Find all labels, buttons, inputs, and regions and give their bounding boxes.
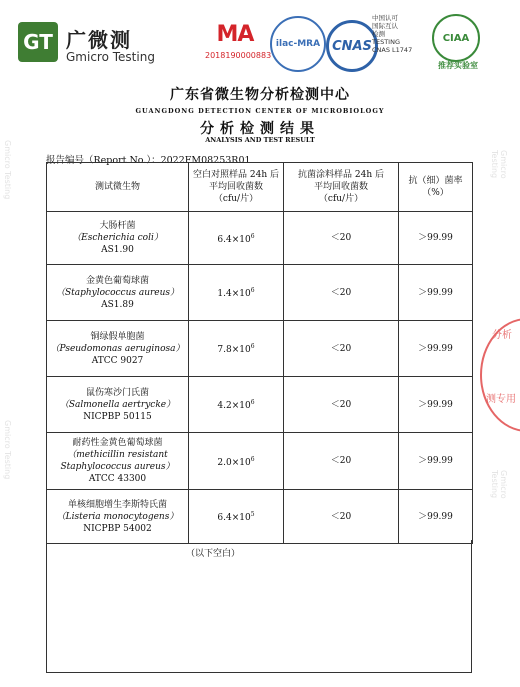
organism-cell (47, 321, 189, 377)
control-count-base: 4.2×10 (217, 401, 251, 411)
table-row (47, 265, 473, 321)
table-row (47, 490, 473, 544)
cnas-text-line: TESTING (372, 38, 400, 46)
control-count (189, 433, 284, 490)
header-line: 抗（细）菌率 (408, 176, 463, 186)
antibacterial-count: ＜20 (284, 490, 399, 544)
organism-strain: NICPBP 50115 (83, 411, 152, 422)
blank-area (46, 540, 472, 673)
header-line: 抗菌涂料样品 24h 后 (298, 170, 384, 180)
ilac-mra-logo-icon: ilac-MRA (270, 16, 326, 72)
stamp-text: 测专用 (486, 394, 516, 405)
organism-name-cn: 金黄色葡萄球菌 (85, 275, 149, 286)
control-count-exponent: 6 (250, 287, 255, 294)
watermark: Gmicro Testing (3, 420, 12, 480)
header-rate (399, 163, 473, 212)
cma-logo (205, 22, 272, 60)
organism-name-cn: 单核细胞增生李斯特氏菌 (67, 499, 167, 510)
control-count-exponent: 6 (250, 232, 255, 240)
header-line: 平均回收菌数 (208, 182, 263, 192)
control-count-exponent: 5 (250, 511, 255, 518)
control-count (189, 212, 284, 265)
organism-strain: ATCC 43300 (88, 474, 147, 484)
cnas-text-line: 国际互认 (372, 22, 398, 30)
watermark: Gmicro Testing (3, 140, 12, 200)
organism-cell (47, 490, 189, 544)
organism-strain: ATCC 9027 (91, 355, 144, 366)
gt-logo-icon: GT (18, 22, 58, 62)
center-title-cn: 广东省微生物分析检测中心 (170, 87, 350, 103)
organism-name-latin: （Listeria monocytogens） (56, 511, 179, 522)
header-line: 平均回收菌数 (313, 182, 368, 192)
control-count-base: 7.8×10 (217, 345, 251, 355)
cnas-logo-icon: CNAS (326, 20, 378, 72)
table-row (47, 433, 473, 490)
header-control (189, 163, 284, 212)
table-row (47, 377, 473, 433)
header-line: 空白对照样品 24h 后 (193, 170, 279, 180)
organism-name-cn: 铜绿假单胞菌 (90, 331, 145, 342)
organism-strain: AS1.89 (101, 299, 134, 310)
antibacterial-rate: ＞99.99 (399, 212, 473, 265)
official-stamp (480, 318, 520, 432)
organism-cell (47, 377, 189, 433)
stamp-text: 分析 (492, 330, 512, 341)
header-line: （%） (422, 188, 449, 198)
cnas-text-line: CNAS L1747 (372, 46, 413, 54)
report-number-label: 报告编号（Report No.）： (46, 155, 161, 166)
antibacterial-count: ＜20 (284, 265, 399, 321)
header-organism: 测试微生物 (47, 163, 189, 212)
organism-name-cn: 大肠杆菌 (99, 221, 136, 231)
organism-name-cn: 耐药性金黄色葡萄球菌 (72, 438, 163, 448)
organism-strain: NICPBP 54002 (83, 523, 152, 534)
cma-number: 2018190000883 (205, 51, 272, 60)
organism-name-latin: （Escherichia coli） (72, 233, 163, 243)
antibacterial-count: ＜20 (284, 212, 399, 265)
document-title-cn: 分析检测结果 (200, 121, 320, 137)
control-count (189, 265, 284, 321)
brand-name-cn: 广微测 (66, 28, 132, 52)
organism-strain: AS1.90 (101, 245, 134, 255)
organism-cell (47, 433, 189, 490)
control-count (189, 377, 284, 433)
ciaa-label: 推荐实验室 (438, 61, 478, 70)
cma-mark-icon: MA (216, 22, 254, 47)
control-count-exponent: 6 (250, 343, 255, 350)
table-row (47, 212, 473, 265)
brand-name-en: Gmicro Testing (66, 50, 155, 64)
blank-note: （以下空白） (185, 549, 240, 559)
organism-cell (47, 265, 189, 321)
watermark: Gmicro Testing (490, 150, 508, 179)
header-line: （cfu/片） (318, 194, 364, 204)
antibacterial-rate: ＞99.99 (399, 433, 473, 490)
control-count (189, 321, 284, 377)
control-count-exponent: 6 (250, 455, 255, 463)
control-count-base: 2.0×10 (217, 457, 251, 468)
organism-cell (47, 212, 189, 265)
control-count-base: 1.4×10 (217, 289, 251, 299)
ciaa-logo-icon: CIAA (432, 14, 480, 62)
organism-name-latin: （methicillin resistant (67, 450, 168, 460)
document-title-en: ANALYSIS AND TEST RESULT (205, 136, 315, 144)
organism-name-latin: （Pseudomonas aeruginosa） (50, 343, 185, 354)
cnas-text-line: 中国认可 (372, 14, 398, 22)
cnas-accreditation-text (372, 14, 418, 54)
control-count-base: 6.4×10 (217, 234, 251, 245)
center-title-en: GUANGDONG DETECTION CENTER OF MICROBIOLOGY (135, 107, 385, 115)
report-number-value: 2022FM08253R01 (160, 155, 251, 166)
antibacterial-rate: ＞99.99 (399, 377, 473, 433)
antibacterial-rate: ＞99.99 (399, 321, 473, 377)
organism-name-latin: （Salmonella aertrycke） (59, 399, 176, 410)
control-count-base: 6.4×10 (217, 513, 251, 523)
organism-name-cn: 鼠伤寒沙门氏菌 (85, 387, 149, 398)
antibacterial-count: ＜20 (284, 321, 399, 377)
control-count-exponent: 6 (250, 399, 255, 406)
antibacterial-count: ＜20 (284, 377, 399, 433)
watermark: Gmicro Testing (490, 470, 508, 499)
antibacterial-count: ＜20 (284, 433, 399, 490)
results-table (46, 162, 473, 544)
organism-name-latin-cont: Staphylococcus aureus） (60, 462, 175, 472)
antibacterial-rate: ＞99.99 (399, 490, 473, 544)
control-count (189, 490, 284, 544)
header-line: （cfu/片） (213, 194, 259, 204)
table-row (47, 321, 473, 377)
organism-name-latin: （Staphylococcus aureus） (55, 287, 180, 298)
table-header-row (47, 163, 473, 212)
cnas-text-line: 检测 (372, 30, 385, 38)
header-antibacterial (284, 163, 399, 212)
antibacterial-rate: ＞99.99 (399, 265, 473, 321)
